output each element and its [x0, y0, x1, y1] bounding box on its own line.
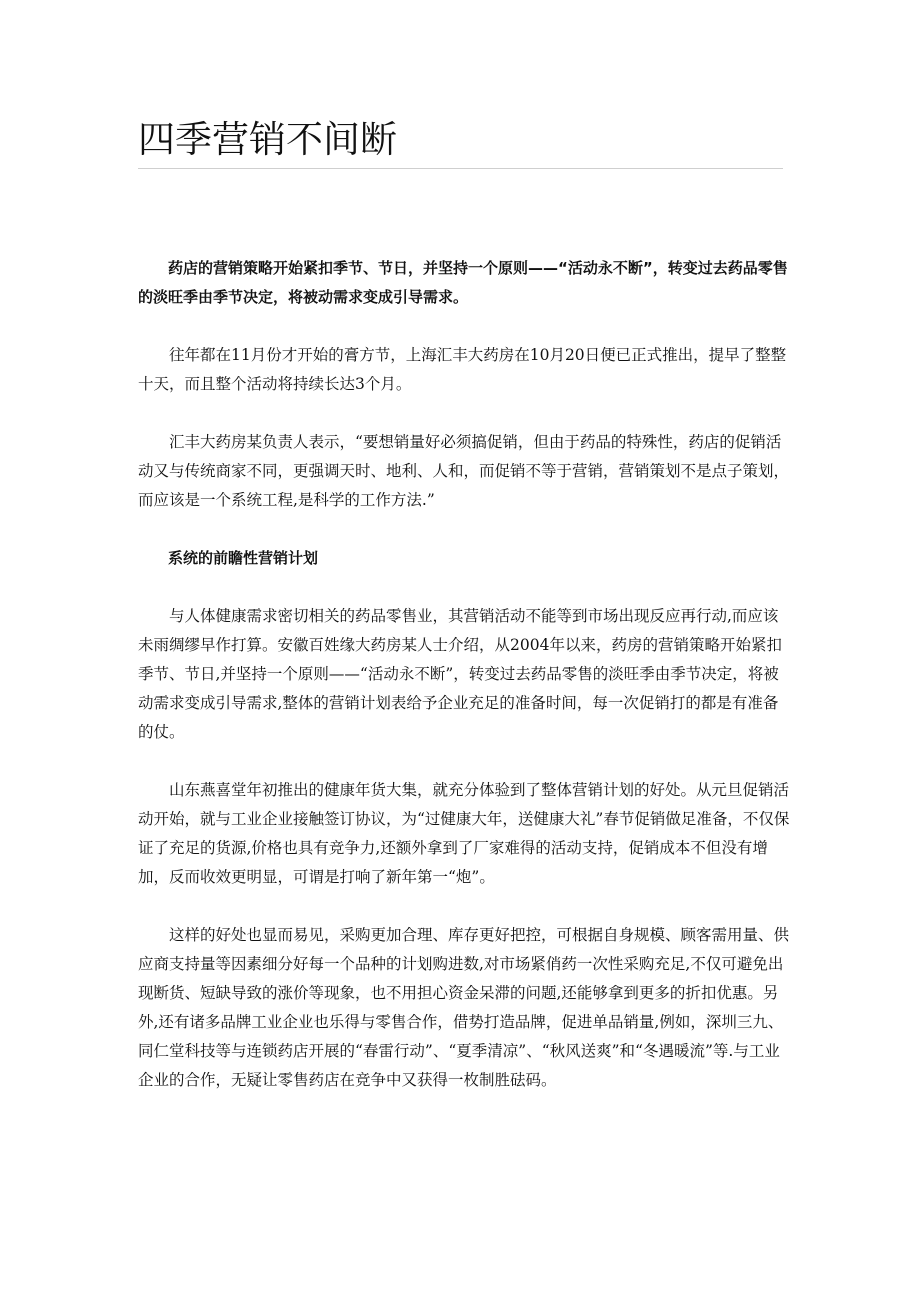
paragraph-2: 汇丰大药房某负责人表示，“要想销量好必须搞促销，但由于药品的特殊性，药店的促销活动又与传统商家不同，更强调天时、地利、人和，而促销不等于营销，营销策划不是点子策划，而应该是一个系统工程,是科学的工作方法.” — [138, 433, 790, 509]
section-heading: 系统的前瞻性营销计划 — [168, 549, 319, 567]
paragraph-4: 山东燕喜堂年初推出的健康年货大集，就充分体验到了整体营销计划的好处。从元旦促销活动开始，就与工业企业接触签订协议，为“过健康大年，送健康大礼”春节促销做足准备，不仅保证了充足的货源,价格也具有竞争力,还额外拿到了厂家难得的活动支持，促销成本不但没有增加，反而收效更明显，可谓是打响了新年第一“炮”。 — [138, 781, 790, 886]
lead-paragraph: 药店的营销策略开始紧扣季节、节日，并坚持一个原则——“活动永不断”，转变过去药品零售的淡旺季由季节决定，将被动需求变成引导需求。 — [138, 259, 788, 306]
article-body — [138, 254, 790, 1124]
paragraph-5: 这样的好处也显而易见，采购更加合理、库存更好把控，可根据自身规模、顾客需用量、供应商支持量等因素细分好每一个品种的计划购进数,对市场紧俏药一次性采购充足,不仅可避免出现断货、短缺导致的涨价等现象，也不用担心资金呆滞的问题,还能够拿到更多的折扣优惠。另外,还有诸多品牌工业企业也乐得与零售合作，借势打造品牌，促进单品销量,例如，深圳三九、同仁堂科技等与连锁药店开展的“春雷行动”、“夏季清凉”、“秋风送爽”和“冬遇暖流”等.与工业企业的合作，无疑让零售药店在竞争中又获得一枚制胜砝码。 — [138, 926, 790, 1089]
page-title: 四季营销不间断 — [138, 118, 397, 161]
title-divider — [138, 168, 783, 169]
paragraph-3: 与人体健康需求密切相关的药品零售业，其营销活动不能等到市场出现反应再行动,而应该未雨绸缪早作打算。安徽百姓缘大药房某人士介绍，从2004年以来，药房的营销策略开始紧扣季节、节日,并坚持一个原则——“活动永不断”，转变过去药品零售的淡旺季由季节决定，将被动需求变成引导需求,整体的营销计划表给予企业充足的准备时间，每一次促销打的都是有准备的仗。 — [138, 607, 782, 741]
paragraph-1: 往年都在11月份才开始的膏方节，上海汇丰大药房在10月20日便已正式推出，提早了整整十天，而且整个活动将持续长达3个月。 — [138, 346, 787, 393]
